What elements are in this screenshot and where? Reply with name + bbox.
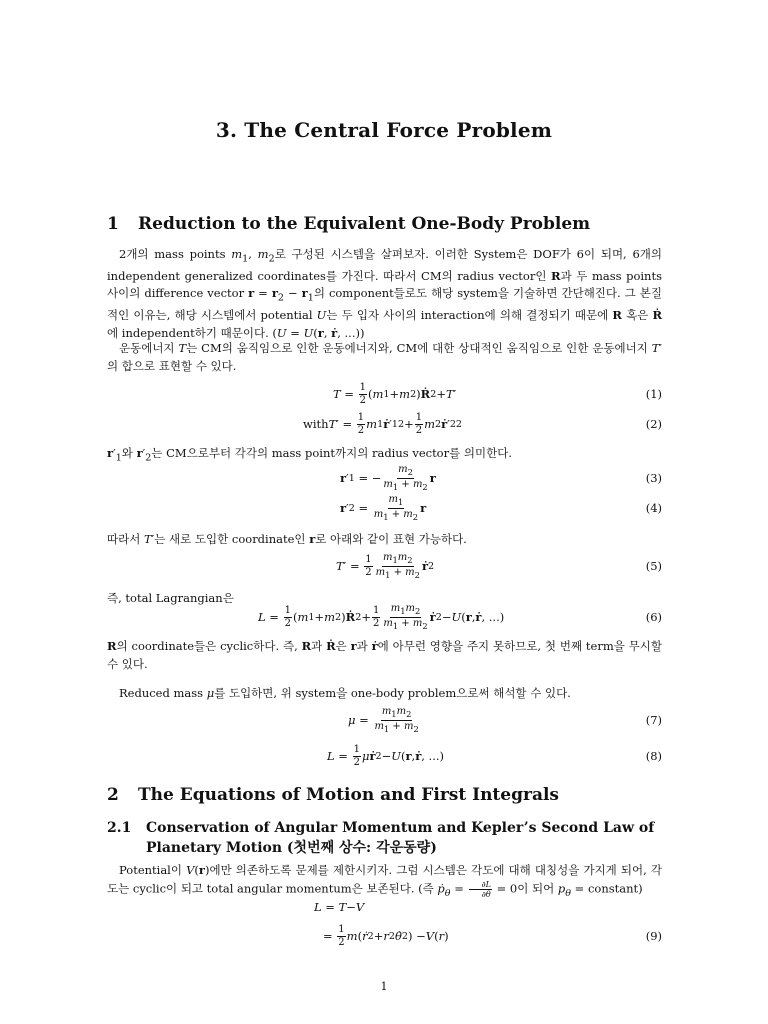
page-title: 3. The Central Force Problem	[215, 118, 553, 142]
section-1-number: 1	[107, 214, 119, 234]
equation-3: r ′ 1 = − $\frac{m_2}{m_1 + m_2}$ r (3)	[340, 463, 662, 492]
section-2-heading	[107, 785, 559, 805]
paragraph-7: Reduced mass μ를 도입하면, 위 system을 one-body problem으로써 해석할 수 있다.	[119, 686, 571, 700]
page-number: 1	[380, 980, 388, 993]
subsection-2-1-number: 2.1	[107, 820, 132, 836]
paragraph-5: 즉, total Lagrangian은	[107, 591, 234, 605]
equation-8: L = $\frac{1}{2}$ μ ṙ 2 − U ( r , ṙ , ...) (8)	[327, 743, 662, 768]
section-2-title: The Equations of Motion and First Integrals	[138, 785, 559, 805]
subsection-2-1-title: Conservation of Angular Momentum and Kepler’s Second Law of Planetary Motion (첫번째 상수: 각운동량)	[146, 820, 655, 856]
paragraph-3: $r'_1$와 $r'_2$는 CM으로부터 각각의 mass point까지의 radius vector를 의미한다.	[107, 446, 512, 464]
equation-1: T = $\frac{1}{2}$ ( m 1 + m 2 ) Ṙ 2 + T ′ (1)	[333, 381, 662, 406]
equation-9-line-1: L = T − V	[314, 900, 365, 914]
equation-9: = $\frac{1}{2}$ m ( ṙ 2 + r 2 θ̇ 2 ) − V ( r ) (9)	[323, 923, 662, 948]
equation-6: L = $\frac{1}{2}$ ( m 1 + m 2 ) Ṙ 2 + $\frac{1}{2}$ $\frac{m_1m_2}{m_1 + m_2}$ ṙ 2 − U ( r , ṙ , ...) (6)	[258, 602, 662, 631]
equation-number: (2)	[645, 417, 662, 431]
equation-number: (7)	[645, 713, 662, 727]
subsection-2-1-heading	[107, 818, 663, 858]
equation-5: T ′ = $\frac{1}{2}$ $\frac{m_1m_2}{m_1 + m_2}$ ṙ 2 (5)	[336, 551, 662, 580]
equation-number: (9)	[645, 929, 662, 943]
equation-number: (3)	[645, 471, 662, 485]
equation-7: μ = $\frac{m_1m_2}{m_1 + m_2}$ (7)	[348, 705, 662, 734]
equation-number: (1)	[645, 387, 662, 401]
equation-number: (8)	[645, 749, 662, 763]
section-2-number: 2	[107, 785, 119, 805]
equation-2: with T ′ = $\frac{1}{2}$ m 1 ṙ ′ 1 2 + $\frac{1}{2}$ m 2 ṙ ′ 2 2 (2)	[303, 411, 662, 436]
paragraph-2: 운동에너지 T는 CM의 움직임으로 인한 운동에너지와, CM에 대한 상대적인 움직임으로 인한 운동에너지 T′의 합으로 표현할 수 있다.	[107, 341, 663, 373]
paragraph-4: 따라서 T′는 새로 도입한 coordinate인 r로 아래와 같이 표현 가능하다.	[107, 532, 467, 546]
paragraph-8: Potential이 V(r)에만 의존하도록 문제를 제한시키자. 그럼 시스템은 각도에 대해 대칭성을 가지게 되어, 각도는 cyclic이 되고 total angular momentum은 보존된다. (즉 ṗ$_\theta$ = $\frac{\partial L}{\partial\theta}$ = 0이 되어 $p_\theta$ = constant)	[107, 863, 662, 899]
section-1-title: Reduction to the Equivalent One-Body Problem	[138, 214, 591, 234]
equation-number: (5)	[645, 559, 662, 573]
equation-number: (6)	[645, 610, 662, 624]
section-1-heading	[107, 214, 590, 234]
equation-number: (4)	[645, 501, 662, 515]
paragraph-1: 2개의 mass points $m_1$, $m_2$로 구성된 시스템을 살펴보자. 이러한 System은 DOF가 6이 되며, 6개의 independent generalized coordinates를 가진다. 따라서 CM의 radius vector인 R과 두 mass points 사이의 difference vector $r = r_2 - r_1$의 component들로도 해당 system을 기술하면 간단해진다. 그 본질적인 이유는, 해당 시스템에서 potential U는 두 입자 사이의 interaction에 의해 결정되기 때문에 R 혹은 Ṙ에 independent하기 때문이다. (U = U(r, ṙ, ...))	[107, 247, 663, 340]
equation-4: r ′ 2 = $\frac{m_1}{m_1 + m_2}$ r (4)	[340, 493, 662, 522]
paragraph-6: R의 coordinate들은 cyclic하다. 즉, R과 Ṙ은 r과 ṙ에 아무런 영향을 주지 못하므로, 첫 번째 term을 무시할 수 있다.	[107, 639, 663, 671]
